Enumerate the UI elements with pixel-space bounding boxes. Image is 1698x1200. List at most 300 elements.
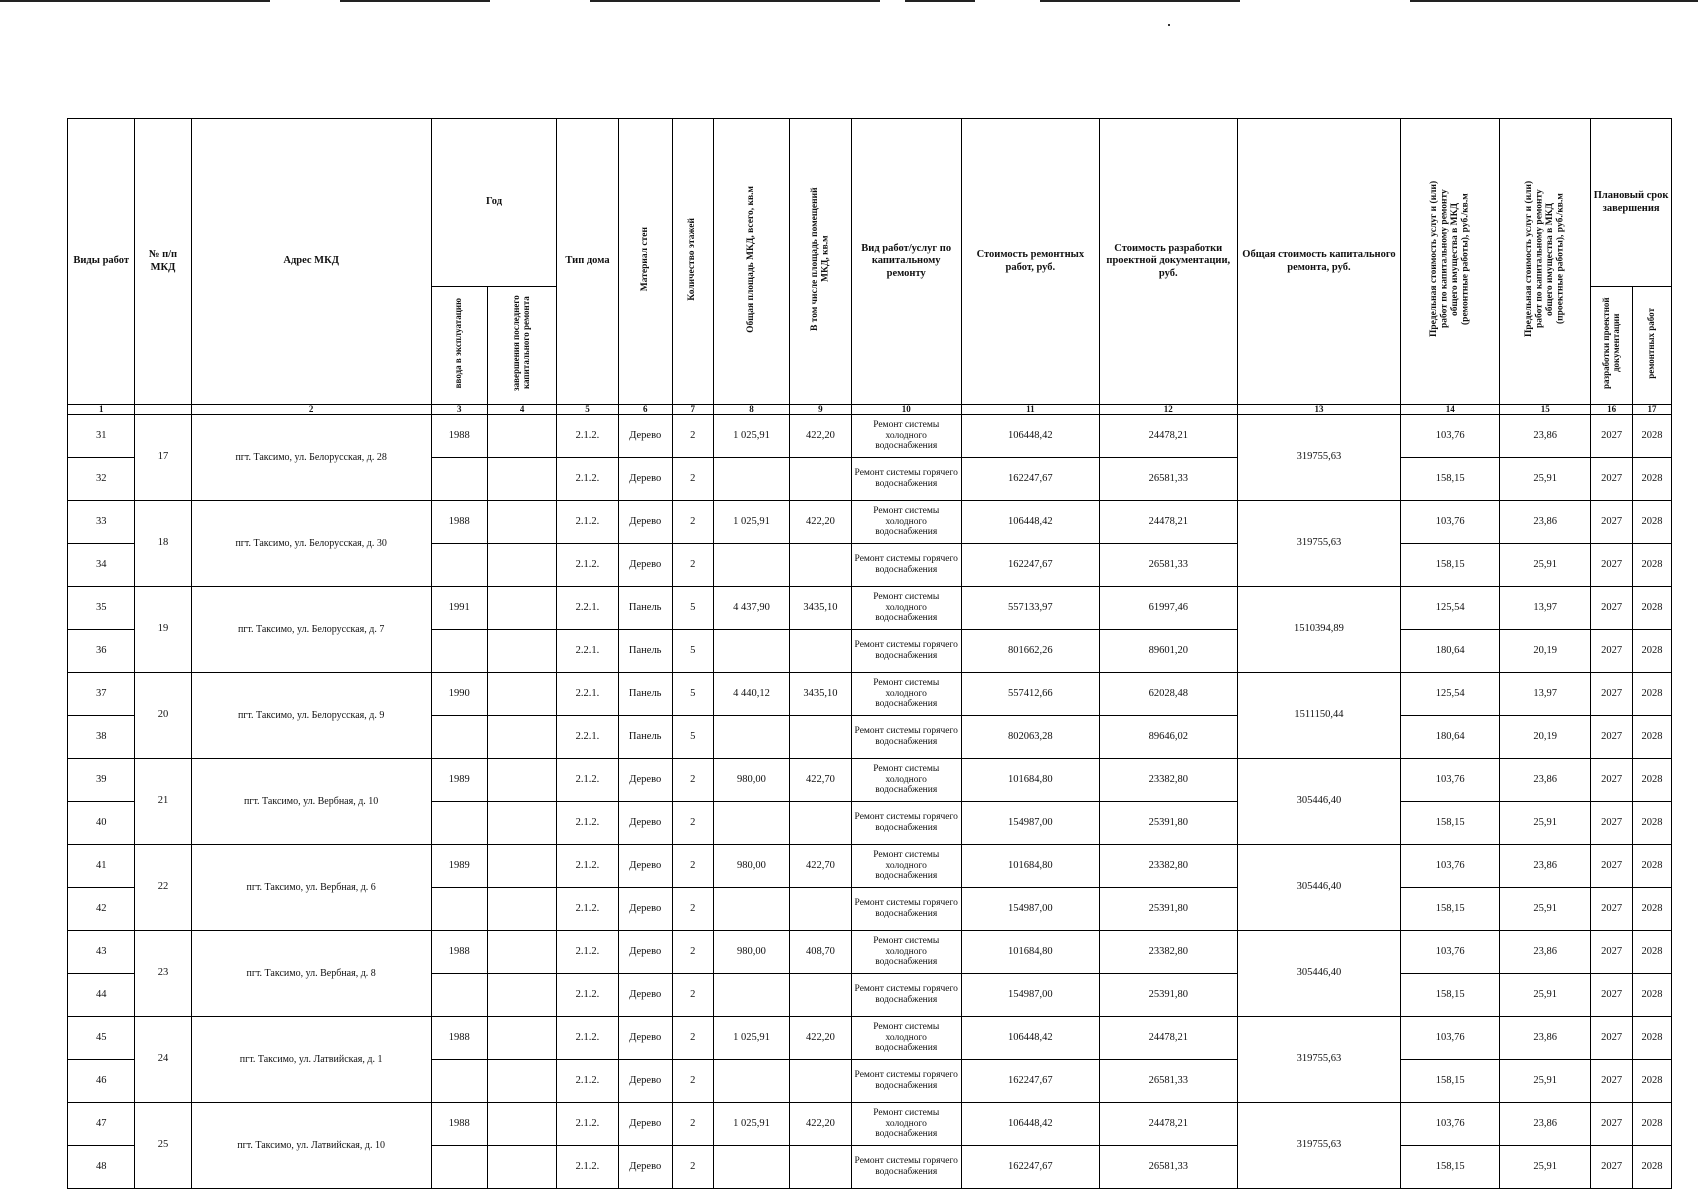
col-tip-doma: Тип дома [557, 119, 618, 405]
cell-tip-doma: 2.2.1. [557, 630, 618, 673]
cell-pred-rem: 103,76 [1401, 1017, 1500, 1060]
cell-god-zaversh [487, 673, 556, 716]
cell-stoim-proekt: 26581,33 [1099, 544, 1237, 587]
col-stoim-proekt: Стоимость разработки проектной документации, руб. [1099, 119, 1237, 405]
cell-ploshad-pom: 422,20 [790, 1017, 851, 1060]
cell-ploshad-pom [790, 716, 851, 759]
cell-god-zaversh [487, 1060, 556, 1103]
cell-vid-uslug: Ремонт системы горячего водоснабжения [851, 630, 961, 673]
colnum: 2 [191, 405, 431, 415]
cell-stoim-rem: 162247,67 [961, 544, 1099, 587]
cell-pred-proekt: 23,86 [1500, 1103, 1591, 1146]
cell-tip-doma: 2.1.2. [557, 888, 618, 931]
cell-god-vvod: 1988 [431, 931, 487, 974]
cell-vid-rabot: 37 [68, 673, 135, 716]
cell-ploshad-pom [790, 802, 851, 845]
cell-etazhi: 5 [672, 630, 713, 673]
cell-adres: пгт. Таксимо, ул. Латвийская, д. 10 [191, 1103, 431, 1189]
cell-vid-rabot: 39 [68, 759, 135, 802]
cell-ploshad-pom: 408,70 [790, 931, 851, 974]
col-vid-rabot: Виды работ [68, 119, 135, 405]
cell-material: Дерево [618, 759, 672, 802]
cell-ploshad [713, 974, 790, 1017]
cell-nomer-mkd: 23 [135, 931, 191, 1017]
cell-vid-uslug: Ремонт системы холодного водоснабжения [851, 931, 961, 974]
cell-pred-rem: 103,76 [1401, 759, 1500, 802]
cell-god-zaversh [487, 458, 556, 501]
cell-pred-proekt: 23,86 [1500, 845, 1591, 888]
cell-srok-rem: 2028 [1633, 1017, 1672, 1060]
cell-vid-rabot: 47 [68, 1103, 135, 1146]
cell-stoim-rem: 106448,42 [961, 501, 1099, 544]
cell-stoim-proekt: 25391,80 [1099, 888, 1237, 931]
table-body [68, 415, 1672, 1189]
cell-stoim-rem: 162247,67 [961, 1060, 1099, 1103]
cell-material: Дерево [618, 1017, 672, 1060]
cell-god-vvod: 1988 [431, 415, 487, 458]
cell-vid-rabot: 43 [68, 931, 135, 974]
col-srok-proekt-label: разработки проектной документации [1600, 297, 1621, 390]
colnum: 1 [68, 405, 135, 415]
col-vid-uslug: Вид работ/услуг по капитальному ремонту [851, 119, 961, 405]
cell-nomer-mkd: 21 [135, 759, 191, 845]
cell-etazhi: 2 [672, 974, 713, 1017]
cell-etazhi: 2 [672, 1060, 713, 1103]
cell-ploshad [713, 716, 790, 759]
cell-ploshad-pom [790, 888, 851, 931]
scan-edge-line [1040, 0, 1240, 2]
cell-vid-uslug: Ремонт системы холодного водоснабжения [851, 759, 961, 802]
cell-god-vvod: 1991 [431, 587, 487, 630]
cell-material: Дерево [618, 974, 672, 1017]
col-god: Год [431, 119, 557, 287]
cell-material: Панель [618, 630, 672, 673]
cell-ploshad: 4 437,90 [713, 587, 790, 630]
cell-stoim-proekt: 25391,80 [1099, 802, 1237, 845]
cell-material: Дерево [618, 458, 672, 501]
cell-stoim-rem: 106448,42 [961, 1103, 1099, 1146]
cell-vid-rabot: 32 [68, 458, 135, 501]
cell-vid-rabot: 40 [68, 802, 135, 845]
cell-vid-rabot: 42 [68, 888, 135, 931]
cell-stoim-proekt: 23382,80 [1099, 759, 1237, 802]
col-etazhi [672, 119, 713, 405]
cell-stoim-proekt: 24478,21 [1099, 501, 1237, 544]
col-god-vvod-label: ввода в эксплуатацию [453, 298, 464, 389]
cell-etazhi: 2 [672, 458, 713, 501]
cell-adres: пгт. Таксимо, ул. Вербная, д. 10 [191, 759, 431, 845]
colnum: 6 [618, 405, 672, 415]
cell-ploshad-pom: 422,70 [790, 759, 851, 802]
cell-god-zaversh [487, 759, 556, 802]
cell-tip-doma: 2.1.2. [557, 845, 618, 888]
cell-ploshad-pom [790, 458, 851, 501]
cell-god-zaversh [487, 974, 556, 1017]
cell-god-vvod [431, 974, 487, 1017]
cell-tip-doma: 2.1.2. [557, 1060, 618, 1103]
cell-srok-proekt: 2027 [1591, 544, 1633, 587]
cell-stoim-rem: 101684,80 [961, 845, 1099, 888]
cell-vid-uslug: Ремонт системы холодного водоснабжения [851, 1017, 961, 1060]
col-pred-rem-label: Предельная стоимость услуг и (или) работ по капитальному ремонту общего имущества в МКД (ремонтные работы), руб./кв.м [1429, 181, 1471, 338]
cell-pred-rem: 158,15 [1401, 888, 1500, 931]
cell-srok-rem: 2028 [1633, 1060, 1672, 1103]
cell-pred-proekt: 20,19 [1500, 716, 1591, 759]
cell-stoim-rem: 162247,67 [961, 1146, 1099, 1189]
cell-ploshad: 980,00 [713, 931, 790, 974]
cell-pred-proekt: 23,86 [1500, 1017, 1591, 1060]
cell-vid-uslug: Ремонт системы горячего водоснабжения [851, 802, 961, 845]
capital-repair-table [67, 118, 1672, 1189]
cell-tip-doma: 2.1.2. [557, 544, 618, 587]
col-ploshad-label: Общая площадь МКД, всего, кв.м [746, 186, 757, 333]
scan-edge-line [1410, 0, 1698, 2]
col-srok-rem-label: ремонтных работ [1646, 308, 1657, 379]
cell-srok-proekt: 2027 [1591, 931, 1633, 974]
cell-nomer-mkd: 22 [135, 845, 191, 931]
col-material [618, 119, 672, 405]
cell-vid-uslug: Ремонт системы горячего водоснабжения [851, 974, 961, 1017]
cell-nomer-mkd: 19 [135, 587, 191, 673]
cell-srok-proekt: 2027 [1591, 501, 1633, 544]
cell-stoim-rem: 162247,67 [961, 458, 1099, 501]
cell-ploshad: 1 025,91 [713, 1103, 790, 1146]
cell-ploshad: 4 440,12 [713, 673, 790, 716]
cell-pred-rem: 158,15 [1401, 1060, 1500, 1103]
cell-stoim-rem: 557412,66 [961, 673, 1099, 716]
col-pred-proekt-label: Предельная стоимость услуг и (или) работ по капитальному ремонту общего имущества в МКД (проектные работы), руб./кв.м [1524, 181, 1566, 338]
cell-srok-rem: 2028 [1633, 501, 1672, 544]
cell-etazhi: 2 [672, 1146, 713, 1189]
cell-srok-proekt: 2027 [1591, 1146, 1633, 1189]
table-row [68, 1103, 1672, 1146]
cell-tip-doma: 2.1.2. [557, 415, 618, 458]
cell-pred-proekt: 23,86 [1500, 759, 1591, 802]
cell-ploshad [713, 630, 790, 673]
cell-obshaya: 1511150,44 [1237, 673, 1400, 759]
col-srok-rem [1633, 287, 1672, 405]
cell-pred-proekt: 25,91 [1500, 544, 1591, 587]
cell-srok-proekt: 2027 [1591, 1017, 1633, 1060]
colnum: 9 [790, 405, 851, 415]
cell-stoim-proekt: 62028,48 [1099, 673, 1237, 716]
cell-pred-proekt: 25,91 [1500, 888, 1591, 931]
cell-srok-rem: 2028 [1633, 673, 1672, 716]
cell-pred-rem: 180,64 [1401, 630, 1500, 673]
cell-adres: пгт. Таксимо, ул. Белорусская, д. 28 [191, 415, 431, 501]
cell-pred-rem: 158,15 [1401, 802, 1500, 845]
col-ploshad [713, 119, 790, 405]
cell-tip-doma: 2.1.2. [557, 759, 618, 802]
col-stoim-rem: Стоимость ремонтных работ, руб. [961, 119, 1099, 405]
cell-etazhi: 2 [672, 1103, 713, 1146]
cell-god-zaversh [487, 501, 556, 544]
cell-pred-rem: 103,76 [1401, 415, 1500, 458]
colnum: 10 [851, 405, 961, 415]
colnum: 13 [1237, 405, 1400, 415]
table-row [68, 501, 1672, 544]
cell-vid-uslug: Ремонт системы холодного водоснабжения [851, 845, 961, 888]
cell-adres: пгт. Таксимо, ул. Вербная, д. 8 [191, 931, 431, 1017]
cell-pred-proekt: 25,91 [1500, 1060, 1591, 1103]
col-obshaya: Общая стоимость капитального ремонта, руб. [1237, 119, 1400, 405]
scan-edge-line [0, 0, 270, 2]
cell-pred-rem: 158,15 [1401, 544, 1500, 587]
cell-nomer-mkd: 18 [135, 501, 191, 587]
cell-pred-proekt: 13,97 [1500, 587, 1591, 630]
cell-pred-proekt: 23,86 [1500, 931, 1591, 974]
column-numbers-row [68, 405, 1672, 415]
cell-stoim-rem: 101684,80 [961, 931, 1099, 974]
cell-god-zaversh [487, 1017, 556, 1060]
cell-srok-proekt: 2027 [1591, 716, 1633, 759]
cell-obshaya: 319755,63 [1237, 501, 1400, 587]
cell-srok-rem: 2028 [1633, 802, 1672, 845]
table-row [68, 931, 1672, 974]
cell-obshaya: 305446,40 [1237, 759, 1400, 845]
cell-stoim-proekt: 25391,80 [1099, 974, 1237, 1017]
col-srok-proekt [1591, 287, 1633, 405]
table-row [68, 673, 1672, 716]
col-ploshad-pom-label: В том числе площадь помещений МКД, кв.м [809, 187, 831, 332]
cell-stoim-proekt: 26581,33 [1099, 458, 1237, 501]
cell-ploshad-pom: 422,20 [790, 415, 851, 458]
cell-srok-proekt: 2027 [1591, 630, 1633, 673]
cell-srok-proekt: 2027 [1591, 974, 1633, 1017]
cell-stoim-proekt: 23382,80 [1099, 931, 1237, 974]
colnum: 5 [557, 405, 618, 415]
cell-tip-doma: 2.1.2. [557, 802, 618, 845]
cell-vid-rabot: 44 [68, 974, 135, 1017]
cell-nomer-mkd: 20 [135, 673, 191, 759]
cell-stoim-proekt: 23382,80 [1099, 845, 1237, 888]
cell-god-vvod [431, 1060, 487, 1103]
cell-srok-rem: 2028 [1633, 845, 1672, 888]
cell-pred-proekt: 25,91 [1500, 802, 1591, 845]
cell-god-vvod: 1988 [431, 1103, 487, 1146]
cell-stoim-proekt: 26581,33 [1099, 1060, 1237, 1103]
cell-ploshad [713, 802, 790, 845]
scan-speck [1168, 24, 1170, 26]
cell-etazhi: 2 [672, 544, 713, 587]
col-etazhi-label: Количество этажей [687, 218, 698, 301]
cell-material: Дерево [618, 1103, 672, 1146]
cell-srok-rem: 2028 [1633, 759, 1672, 802]
table-row [68, 415, 1672, 458]
cell-ploshad: 980,00 [713, 759, 790, 802]
colnum [135, 405, 191, 415]
col-god-vvod [431, 287, 487, 405]
cell-stoim-proekt: 61997,46 [1099, 587, 1237, 630]
cell-etazhi: 2 [672, 415, 713, 458]
colnum: 11 [961, 405, 1099, 415]
cell-srok-proekt: 2027 [1591, 458, 1633, 501]
cell-adres: пгт. Таксимо, ул. Вербная, д. 6 [191, 845, 431, 931]
cell-etazhi: 2 [672, 802, 713, 845]
cell-material: Панель [618, 716, 672, 759]
cell-srok-rem: 2028 [1633, 587, 1672, 630]
cell-tip-doma: 2.2.1. [557, 716, 618, 759]
cell-god-vvod [431, 544, 487, 587]
cell-pred-rem: 158,15 [1401, 1146, 1500, 1189]
cell-god-vvod: 1990 [431, 673, 487, 716]
cell-stoim-proekt: 24478,21 [1099, 415, 1237, 458]
cell-srok-proekt: 2027 [1591, 1060, 1633, 1103]
cell-srok-proekt: 2027 [1591, 415, 1633, 458]
cell-srok-proekt: 2027 [1591, 888, 1633, 931]
colnum: 16 [1591, 405, 1633, 415]
cell-pred-rem: 103,76 [1401, 501, 1500, 544]
cell-tip-doma: 2.2.1. [557, 587, 618, 630]
cell-material: Дерево [618, 501, 672, 544]
cell-vid-uslug: Ремонт системы горячего водоснабжения [851, 458, 961, 501]
cell-vid-rabot: 46 [68, 1060, 135, 1103]
cell-material: Дерево [618, 544, 672, 587]
cell-pred-proekt: 13,97 [1500, 673, 1591, 716]
scan-edge-line [590, 0, 880, 2]
cell-srok-rem: 2028 [1633, 1146, 1672, 1189]
cell-vid-uslug: Ремонт системы холодного водоснабжения [851, 673, 961, 716]
cell-ploshad [713, 1146, 790, 1189]
cell-god-zaversh [487, 888, 556, 931]
cell-pred-rem: 180,64 [1401, 716, 1500, 759]
cell-material: Дерево [618, 1146, 672, 1189]
cell-ploshad [713, 888, 790, 931]
cell-god-vvod [431, 1146, 487, 1189]
cell-pred-rem: 125,54 [1401, 587, 1500, 630]
cell-etazhi: 2 [672, 759, 713, 802]
header-row-main [68, 119, 1672, 287]
cell-ploshad-pom [790, 544, 851, 587]
colnum: 15 [1500, 405, 1591, 415]
cell-ploshad-pom: 3435,10 [790, 673, 851, 716]
cell-vid-rabot: 38 [68, 716, 135, 759]
cell-ploshad [713, 458, 790, 501]
col-ploshad-pom [790, 119, 851, 405]
cell-etazhi: 2 [672, 501, 713, 544]
table-row [68, 1017, 1672, 1060]
cell-vid-uslug: Ремонт системы горячего водоснабжения [851, 716, 961, 759]
cell-material: Дерево [618, 1060, 672, 1103]
cell-vid-uslug: Ремонт системы холодного водоснабжения [851, 415, 961, 458]
col-material-label: Материал стен [639, 227, 650, 292]
cell-god-zaversh [487, 1103, 556, 1146]
col-god-zaversh [487, 287, 556, 405]
cell-god-zaversh [487, 845, 556, 888]
cell-ploshad [713, 544, 790, 587]
cell-srok-proekt: 2027 [1591, 802, 1633, 845]
cell-pred-proekt: 23,86 [1500, 501, 1591, 544]
cell-ploshad-pom [790, 1146, 851, 1189]
cell-stoim-rem: 154987,00 [961, 974, 1099, 1017]
col-srok: Плановый срок завершения [1591, 119, 1672, 287]
cell-stoim-rem: 154987,00 [961, 888, 1099, 931]
cell-vid-rabot: 34 [68, 544, 135, 587]
cell-god-zaversh [487, 544, 556, 587]
cell-obshaya: 319755,63 [1237, 415, 1400, 501]
cell-ploshad: 1 025,91 [713, 415, 790, 458]
cell-stoim-proekt: 24478,21 [1099, 1017, 1237, 1060]
cell-material: Дерево [618, 931, 672, 974]
cell-god-vvod: 1988 [431, 1017, 487, 1060]
cell-pred-rem: 158,15 [1401, 458, 1500, 501]
cell-tip-doma: 2.1.2. [557, 1146, 618, 1189]
cell-material: Панель [618, 673, 672, 716]
cell-pred-proekt: 25,91 [1500, 974, 1591, 1017]
cell-tip-doma: 2.2.1. [557, 673, 618, 716]
cell-srok-proekt: 2027 [1591, 759, 1633, 802]
cell-tip-doma: 2.1.2. [557, 1017, 618, 1060]
cell-ploshad-pom: 422,20 [790, 1103, 851, 1146]
cell-vid-rabot: 33 [68, 501, 135, 544]
cell-obshaya: 305446,40 [1237, 931, 1400, 1017]
cell-ploshad-pom [790, 1060, 851, 1103]
cell-tip-doma: 2.1.2. [557, 458, 618, 501]
col-god-zaversh-label: завершения последнего капитального ремонта [511, 295, 532, 392]
cell-etazhi: 2 [672, 1017, 713, 1060]
cell-pred-rem: 125,54 [1401, 673, 1500, 716]
cell-srok-rem: 2028 [1633, 888, 1672, 931]
cell-obshaya: 305446,40 [1237, 845, 1400, 931]
cell-god-vvod: 1989 [431, 845, 487, 888]
cell-vid-uslug: Ремонт системы горячего водоснабжения [851, 1060, 961, 1103]
cell-pred-rem: 103,76 [1401, 1103, 1500, 1146]
cell-srok-proekt: 2027 [1591, 587, 1633, 630]
cell-adres: пгт. Таксимо, ул. Белорусская, д. 30 [191, 501, 431, 587]
cell-ploshad-pom: 3435,10 [790, 587, 851, 630]
cell-pred-rem: 103,76 [1401, 931, 1500, 974]
col-nomer-mkd: № п/п МКД [135, 119, 191, 405]
cell-srok-rem: 2028 [1633, 630, 1672, 673]
cell-etazhi: 5 [672, 716, 713, 759]
col-adres: Адрес МКД [191, 119, 431, 405]
cell-material: Дерево [618, 888, 672, 931]
colnum: 14 [1401, 405, 1500, 415]
cell-srok-rem: 2028 [1633, 931, 1672, 974]
cell-srok-rem: 2028 [1633, 974, 1672, 1017]
cell-srok-proekt: 2027 [1591, 845, 1633, 888]
cell-stoim-rem: 801662,26 [961, 630, 1099, 673]
cell-pred-proekt: 25,91 [1500, 1146, 1591, 1189]
cell-god-vvod [431, 888, 487, 931]
cell-pred-proekt: 20,19 [1500, 630, 1591, 673]
cell-adres: пгт. Таксимо, ул. Белорусская, д. 7 [191, 587, 431, 673]
cell-material: Дерево [618, 845, 672, 888]
cell-god-vvod [431, 458, 487, 501]
cell-obshaya: 1510394,89 [1237, 587, 1400, 673]
cell-god-zaversh [487, 716, 556, 759]
cell-god-vvod: 1989 [431, 759, 487, 802]
cell-pred-rem: 103,76 [1401, 845, 1500, 888]
cell-srok-rem: 2028 [1633, 544, 1672, 587]
cell-stoim-proekt: 89646,02 [1099, 716, 1237, 759]
cell-material: Дерево [618, 802, 672, 845]
cell-tip-doma: 2.1.2. [557, 931, 618, 974]
cell-material: Дерево [618, 415, 672, 458]
colnum: 12 [1099, 405, 1237, 415]
cell-etazhi: 2 [672, 931, 713, 974]
cell-god-zaversh [487, 415, 556, 458]
cell-obshaya: 319755,63 [1237, 1017, 1400, 1103]
cell-stoim-proekt: 26581,33 [1099, 1146, 1237, 1189]
table-row [68, 759, 1672, 802]
cell-obshaya: 319755,63 [1237, 1103, 1400, 1189]
cell-god-vvod [431, 802, 487, 845]
cell-stoim-rem: 154987,00 [961, 802, 1099, 845]
cell-stoim-rem: 106448,42 [961, 415, 1099, 458]
cell-vid-rabot: 31 [68, 415, 135, 458]
cell-ploshad: 1 025,91 [713, 1017, 790, 1060]
